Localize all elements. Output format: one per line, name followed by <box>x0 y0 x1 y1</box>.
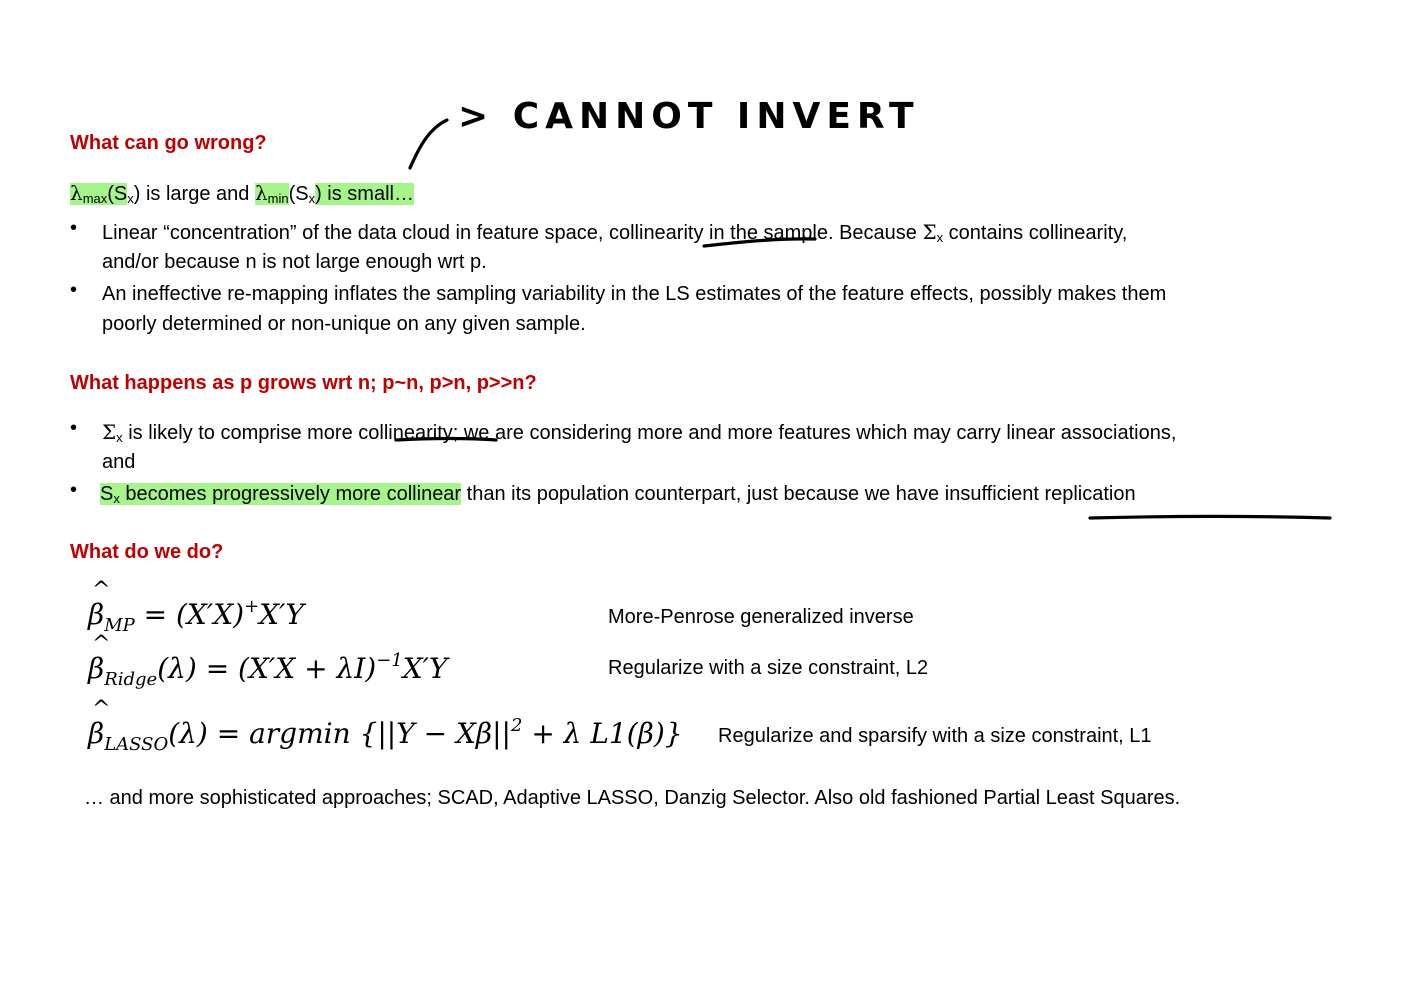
description-lasso: Regularize and sparsify with a size constraint, L1 <box>718 725 1152 747</box>
arrow-stroke <box>410 120 447 168</box>
bullet-marker: • <box>70 479 78 501</box>
heading-what-can-go-wrong: What can go wrong? <box>70 132 267 154</box>
bullet-remapping-line1: An ineffective re-mapping inflates the sampling variability in the LS estimates of the feature effects, possibly makes them <box>102 283 1167 305</box>
bullet-collinearity-line2: and/or because n is not large enough wrt p. <box>102 251 487 273</box>
underline-insufficient-replication <box>1090 517 1330 519</box>
bullet-sx-collinear: $S_x$ becomes progressively more collinear than its population counterpart, just because we have insufficient replication <box>100 483 1136 506</box>
heading-p-grows: What happens as p grows wrt n; p~n, p>n, p>>n? <box>70 372 537 394</box>
cannot-invert-text: > CANNOT INVERT <box>458 96 920 137</box>
equation-moore-penrose: ^ $\beta_{MP} = (X'X)^+X'Y$ <box>88 598 304 631</box>
bullet-sigma-collinearity-line2: and <box>102 451 136 473</box>
description-ridge: Regularize with a size constraint, L2 <box>608 657 929 679</box>
bullet-sigma-collinearity-line1: $\Sigma_x$ is likely to comprise more collinearity; we are considering more and more features which may carry linear associations, <box>102 420 1177 445</box>
equation-lasso: ^ $\beta_{LASSO}(\lambda) = argmin$ {$||Y - X\beta||^2 + \lambda$ L1(β)} <box>88 717 683 750</box>
eigenvalue-statement: $\lambda_{max}(S_x)$ is large and $\lambda_{min}(S_x)$ is small… <box>70 181 414 206</box>
equation-ridge: ^ $\beta_{Ridge}(\lambda) = (X'X + \lambda I)^{-1}X'Y$ <box>88 652 448 685</box>
bullet-marker: • <box>70 417 78 439</box>
heading-what-do-we-do: What do we do? <box>70 541 224 563</box>
bullet-marker: • <box>70 217 78 239</box>
bullet-collinearity-line1: Linear “concentration” of the data cloud in feature space, collinearity in the sample. Because $\Sigma_x$ contains collinearity, <box>102 220 1128 245</box>
footer-approaches: … and more sophisticated approaches; SCAD, Adaptive LASSO, Danzig Selector. Also old fashioned Partial Least Squares. <box>84 787 1181 809</box>
bullet-marker: • <box>70 279 78 301</box>
bullet-remapping-line2: poorly determined or non-unique on any given sample. <box>102 313 586 335</box>
description-moore-penrose: More-Penrose generalized inverse <box>608 606 914 628</box>
